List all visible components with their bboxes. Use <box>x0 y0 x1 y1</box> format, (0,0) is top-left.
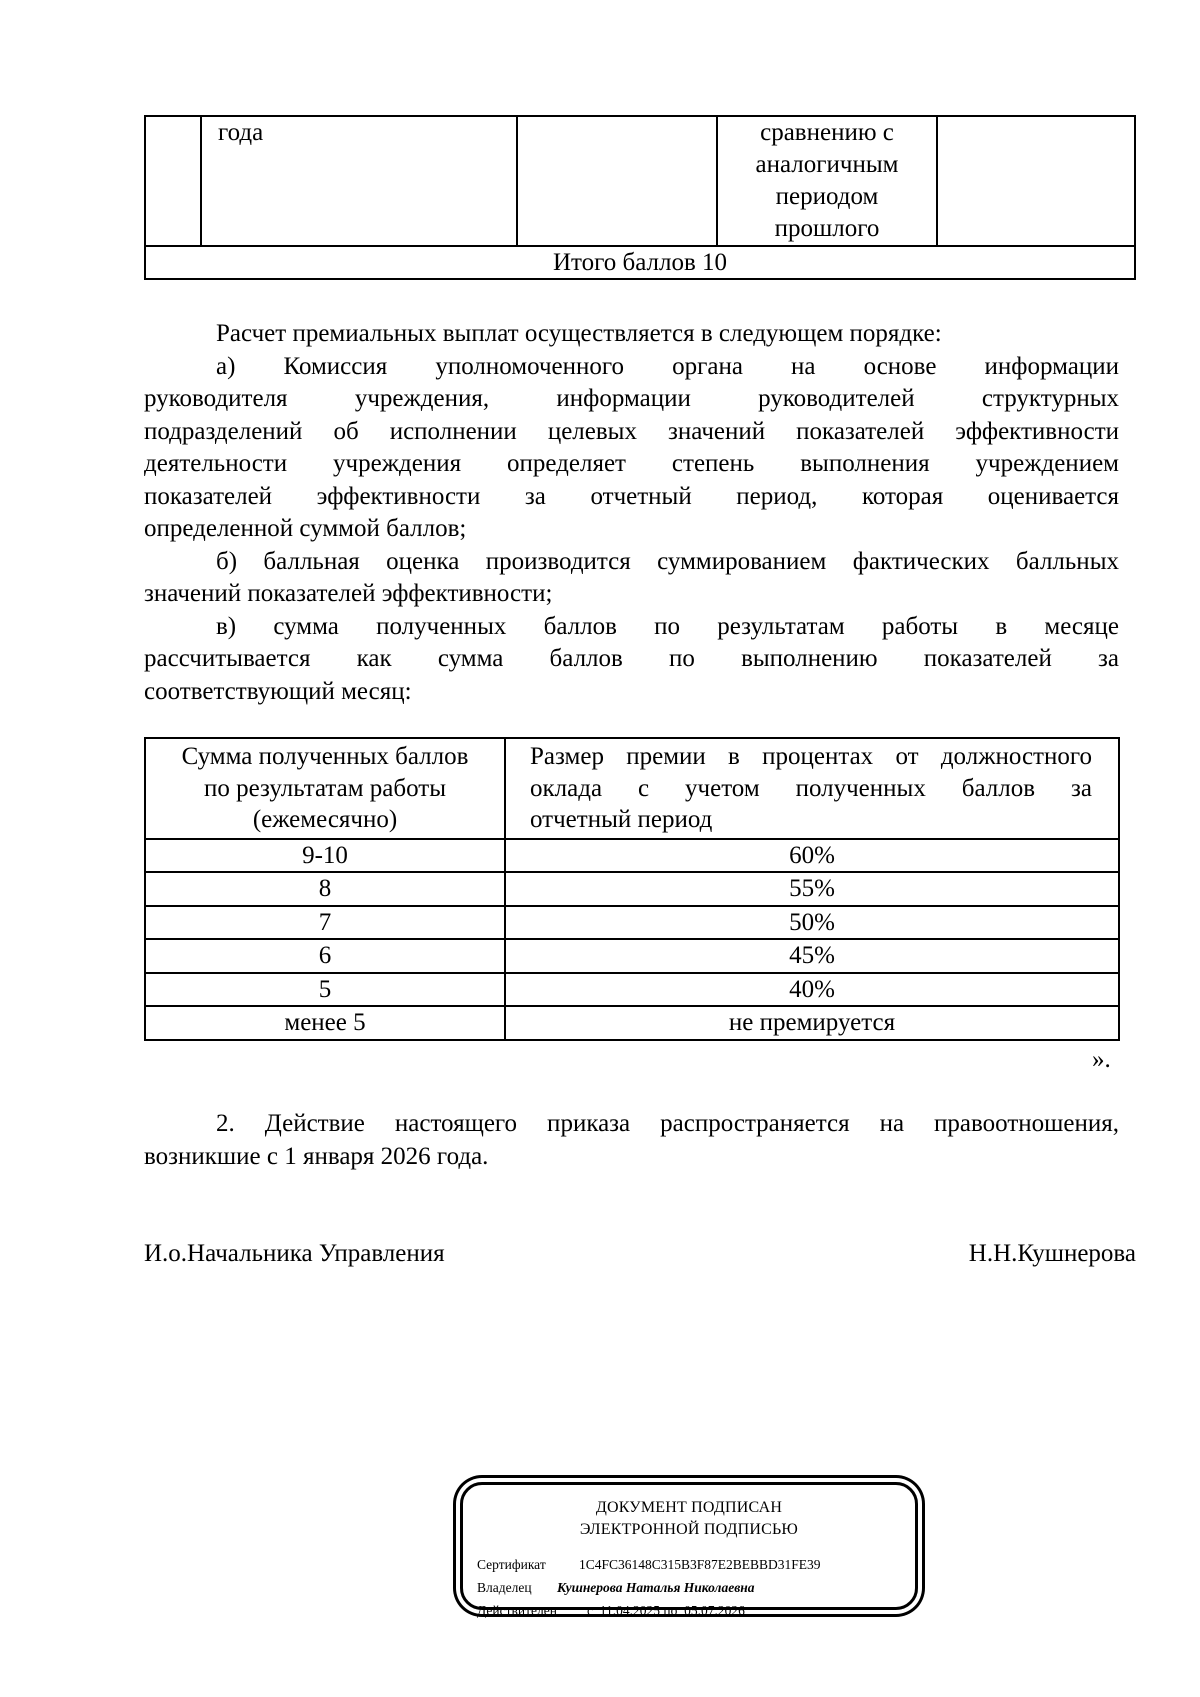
procedure-intro: Расчет премиальных выплат осуществляется в следующем порядке: <box>216 320 942 347</box>
score-cell: 8 <box>145 872 505 906</box>
item-c-line: соответствующий месяц: <box>144 677 412 705</box>
header-line: по результатам работы <box>204 774 446 802</box>
header-score-column <box>145 738 505 839</box>
signer-name: Н.Н.Кушнерова <box>968 1240 1136 1267</box>
premium-cell: 60% <box>505 839 1119 873</box>
header-line: отчетный период <box>530 806 713 833</box>
table-row <box>145 116 1135 246</box>
item-b-line: значений показателей эффективности; <box>144 580 553 607</box>
certificate-value: 1C4FC36148C315B3F87E2BEBBD31FE39 <box>579 1557 821 1572</box>
table-row <box>145 1006 1119 1040</box>
stamp-title: ДОКУМЕНТ ПОДПИСАН <box>595 1499 783 1516</box>
valid-from-prefix: с <box>587 1603 593 1618</box>
owner-value: Кушнерова Наталья Николаевна <box>557 1580 755 1595</box>
clause-line: возникшие с 1 января 2026 года. <box>144 1142 489 1170</box>
stamp-certificate-row <box>477 1557 821 1573</box>
valid-to-prefix: по <box>663 1603 678 1618</box>
valid-label: Действителен <box>477 1603 557 1618</box>
criteria-line: аналогичным <box>755 151 899 178</box>
item-c-line: в) сумма полученных баллов по результатам работы в месяце <box>216 612 1119 640</box>
item-a-line: деятельности учреждения определяет степень выполнения учреждением <box>144 450 1119 477</box>
table-row <box>145 839 1119 873</box>
premium-table <box>144 737 1120 1041</box>
stamp-owner-row <box>477 1580 755 1596</box>
criteria-line: периодом <box>775 183 879 210</box>
header-line: Сумма полученных баллов <box>181 743 469 770</box>
owner-label: Владелец <box>477 1580 532 1595</box>
table-cell-indicator: года <box>201 116 517 246</box>
criteria-line: сравнению с <box>760 119 894 146</box>
effective-date-clause <box>144 1108 1119 1173</box>
header-line: Размер премии в процентах от должностного <box>530 743 1092 770</box>
header-line: (ежемесячно) <box>252 806 398 833</box>
item-a-line: определенной суммой баллов; <box>144 515 467 542</box>
score-cell: менее 5 <box>145 1006 505 1040</box>
score-cell: 7 <box>145 906 505 940</box>
closing-quote: ». <box>1092 1046 1111 1073</box>
indicators-table-continuation <box>144 115 1136 280</box>
table-cell-score <box>937 116 1135 246</box>
table-row <box>145 906 1119 940</box>
table-row <box>145 939 1119 973</box>
premium-cell: 50% <box>505 906 1119 940</box>
table-row <box>145 973 1119 1007</box>
item-a-line: показателей эффективности за отчетный период, которая оценивается <box>144 482 1119 510</box>
stamp-subtitle: ЭЛЕКТРОННОЙ ПОДПИСЬЮ <box>579 1521 799 1538</box>
table-row <box>145 872 1119 906</box>
table-header-row <box>145 738 1119 839</box>
premium-cell: 45% <box>505 939 1119 973</box>
signer-position: И.о.Начальника Управления <box>144 1240 445 1267</box>
valid-to: 05.07.2026 <box>684 1603 745 1618</box>
calculation-procedure <box>144 318 1119 708</box>
valid-from: 11.04.2025 <box>599 1603 660 1618</box>
item-a-line: подразделений об исполнении целевых значений показателей эффективности <box>144 417 1119 445</box>
item-a-line: а) Комиссия уполномоченного органа на основе информации <box>216 352 1119 380</box>
header-line: оклада с учетом полученных баллов за <box>530 774 1092 802</box>
table-cell-number <box>145 116 201 246</box>
table-cell-criteria <box>717 116 937 246</box>
item-c-line: рассчитывается как сумма баллов по выполнению показателей за <box>144 645 1119 672</box>
premium-cell: 55% <box>505 872 1119 906</box>
premium-cell: не премируется <box>505 1006 1119 1040</box>
score-cell: 5 <box>145 973 505 1007</box>
table-cell-value <box>517 116 717 246</box>
clause-line: 2. Действие настоящего приказа распространяется на правоотношения, <box>216 1110 1119 1137</box>
score-cell: 9-10 <box>145 839 505 873</box>
total-points: Итого баллов 10 <box>145 246 1135 279</box>
table-total-row <box>145 246 1135 279</box>
item-b-line: б) балльная оценка производится суммированием фактических балльных <box>216 547 1119 575</box>
header-premium-column <box>505 738 1119 839</box>
item-a-line: руководителя учреждения, информации руководителей структурных <box>144 385 1119 412</box>
stamp-validity-row <box>477 1603 745 1619</box>
score-cell: 6 <box>145 939 505 973</box>
certificate-label: Сертификат <box>477 1557 546 1572</box>
electronic-signature-stamp <box>460 1482 918 1618</box>
premium-cell: 40% <box>505 973 1119 1007</box>
criteria-line: прошлого <box>774 215 880 242</box>
